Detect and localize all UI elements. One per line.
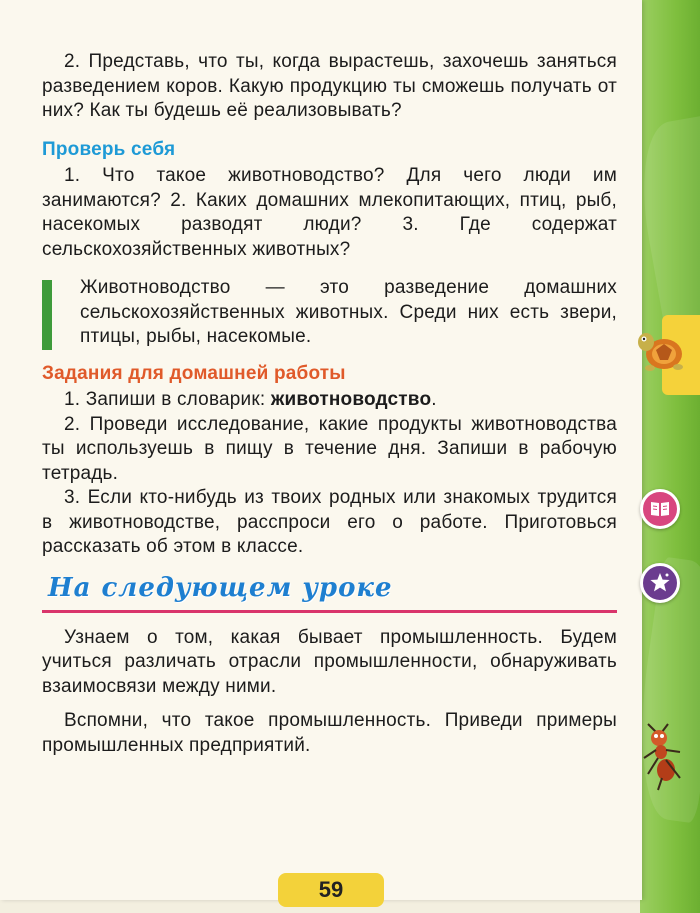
homework-task-3: 3. Если кто-нибудь из твоих родных или знакомых трудится в животноводстве, расспроси его о работе. Приготовься рассказать об этом в классе. [42, 487, 617, 557]
check-yourself-heading: Проверь себя [42, 138, 176, 160]
homework-task-1 [42, 388, 617, 413]
check-yourself-questions: 1. Что такое животноводство? Для чего люди им занимаются? 2. Каких домашних млекопитающих, птиц, рыб, насекомых разводят люди? 3. Где содержат сельскохозяйственных животных? [42, 165, 617, 260]
next-lesson-header [42, 572, 617, 616]
definition-block [42, 276, 617, 350]
next-lesson-text-1: Узнаем о том, какая бывает промышленность. Будем учиться различать отрасли промышленности, обнаруживать взаимосвязи между ними. [42, 626, 617, 697]
homework-task-2: 2. Проведи исследование, какие продукты животноводства ты используешь в пищу в течение дня. Запиши в рабочую тетрадь. [42, 413, 617, 484]
ant-icon [636, 722, 688, 792]
turtle-icon [634, 320, 686, 376]
definition-bar [42, 280, 52, 350]
next-lesson-rule [42, 610, 617, 613]
book-icon [640, 489, 680, 529]
task-1-word: животноводство [270, 389, 432, 410]
task-1-prefix: 1. Запиши в словарик: [64, 389, 271, 410]
homework-heading: Задания для домашней работы [42, 362, 346, 384]
next-lesson-title: На следующем уроке [48, 572, 393, 603]
page-number: 59 [278, 873, 384, 907]
task-1-suffix: . [431, 389, 437, 410]
definition-text: Животноводство — это разведение домашних сельскохозяйственных животных. Среди них есть звери, птицы, рыбы, насекомые. [80, 277, 617, 347]
page-content [42, 50, 617, 758]
next-lesson-box [42, 626, 617, 759]
question-2: 2. Представь, что ты, когда вырастешь, захочешь заняться разведением коров. Какую продукцию ты сможешь получать от них? Как ты будешь её реализовывать? [42, 51, 617, 121]
star-icon [640, 563, 680, 603]
next-lesson-text-2: Вспомни, что такое промышленность. Приведи примеры промышленных предприятий. [42, 710, 617, 756]
